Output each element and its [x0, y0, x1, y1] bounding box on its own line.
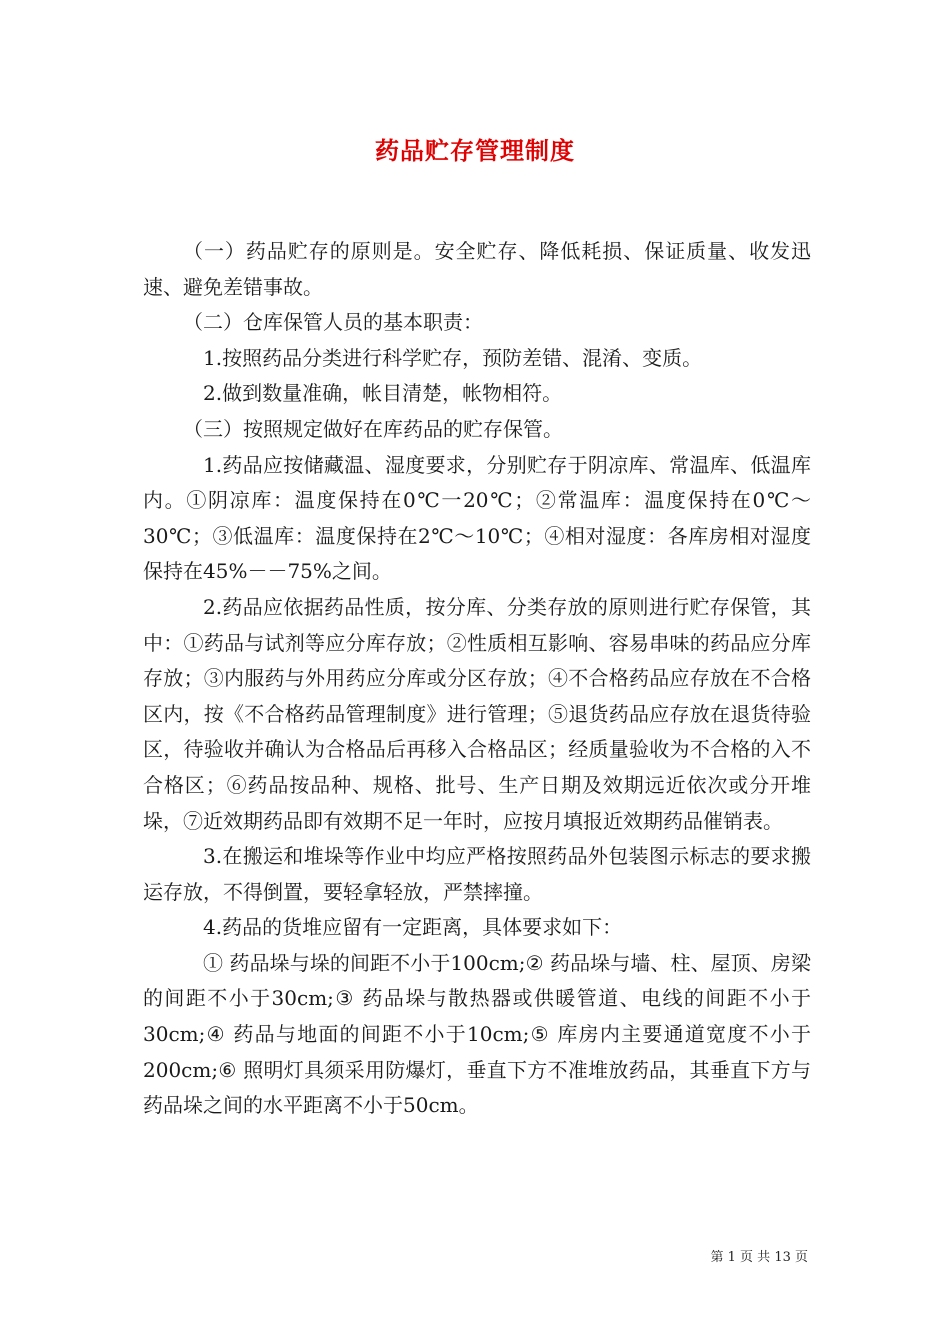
paragraph-storage-4: 4.药品的货堆应留有一定距离，具体要求如下： — [203, 915, 623, 940]
paragraph-duty-1: 1.按照药品分类进行科学贮存，预防差错、混淆、变质。 — [203, 345, 703, 370]
paragraph-duty-2: 2.做到数量准确，帐目清楚，帐物相符。 — [203, 381, 563, 406]
paragraph-storage-1: 1.药品应按储藏温、湿度要求，分别贮存于阴凉库、常温库、低温库内。①阴凉库：温度保持在0℃一20℃；②常温库：温度保持在0℃～30℃；③低温库：温度保持在2℃～10℃；④相对湿度：各库房相对湿度保持在45%－－75%之间。 — [143, 452, 811, 584]
document-title: 药品贮存管理制度 — [375, 136, 575, 165]
paragraph-storage-3: 3.在搬运和堆垛等作业中均应严格按照药品外包装图示标志的要求搬运存放，不得倒置，要轻拿轻放，严禁摔撞。 — [143, 844, 811, 904]
paragraph-section-2-heading: （二）仓库保管人员的基本职责： — [183, 310, 483, 335]
paragraph-section-3-heading: （三）按照规定做好在库药品的贮存保管。 — [183, 416, 563, 441]
page-number: 第 1 页 共 13 页 — [710, 1250, 808, 1265]
paragraph-storage-2: 2.药品应依据药品性质，按分库、分类存放的原则进行贮存保管，其中：①药品与试剂等应分库存放；②性质相互影响、容易串味的药品应分库存放；③内服药与外用药应分库或分区存放；④不合格药品应存放在不合格区内，按《不合格药品管理制度》进行管理；⑤退货药品应存放在退货待验区，待验收并确认为合格品后再移入合格品区；经质量验收为不合格的入不合格区；⑥药品按品种、规格、批号、生产日期及效期远近依次或分开堆垛，⑦近效期药品即有效期不足一年时，应按月填报近效期药品催销表。 — [143, 594, 811, 833]
paragraph-principle: （一）药品贮存的原则是。安全贮存、降低耗损、保证质量、收发迅速、避免差错事故。 — [143, 239, 811, 299]
document-body — [143, 234, 811, 1124]
paragraph-distance-rules: ① 药品垛与垛的间距不小于100cm;② 药品垛与墙、柱、屋顶、房梁的间距不小于30cm;③ 药品垛与散热器或供暖管道、电线的间距不小于30cm;④ 药品与地面的间距不小于10cm;⑤ 库房内主要通道宽度不小于200cm;⑥ 照明灯具须采用防爆灯，垂直下方不准堆放药品，其垂直下方与药品垛之间的水平距离不小于50cm。 — [143, 950, 811, 1118]
